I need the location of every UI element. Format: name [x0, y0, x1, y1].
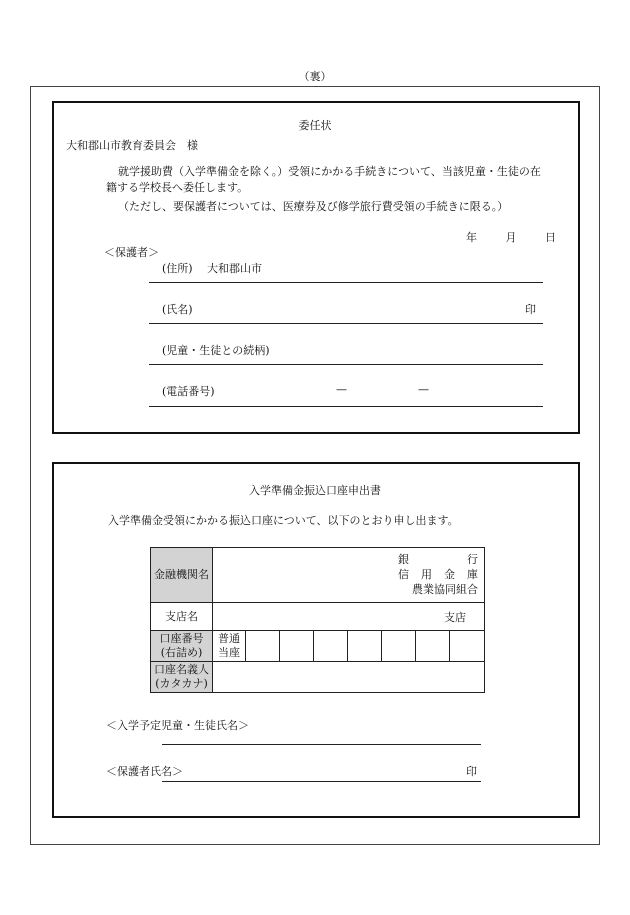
child-name-line[interactable] [162, 744, 481, 745]
bank-form-title: 入学準備金振込口座申出書 [249, 484, 381, 497]
institution-field[interactable] [213, 548, 485, 603]
date-month: 月 [505, 231, 517, 244]
account-number-label-1: 口座番号 [159, 632, 204, 645]
delegation-text-line2: 籍する学校長へ委任します。 [106, 181, 249, 194]
branch-field[interactable] [213, 603, 485, 631]
account-digit-3[interactable] [314, 631, 348, 662]
account-digit-6[interactable] [416, 631, 450, 662]
date-day: 日 [545, 231, 556, 244]
account-kind-ordinary: 普通 [218, 632, 240, 645]
account-number-label [151, 631, 213, 662]
account-kind-current: 当座 [218, 646, 240, 659]
institution-label: 金融機関名 [151, 548, 213, 603]
account-digit-7[interactable] [450, 631, 485, 662]
guardian-name-label: ＜保護者氏名＞ [106, 765, 183, 778]
guardian-name-line[interactable] [162, 781, 481, 782]
branch-suffix: 支店 [444, 610, 467, 624]
phone-label: (電話番号) [162, 385, 215, 398]
account-holder-field[interactable] [213, 662, 485, 693]
date-line[interactable] [466, 229, 556, 245]
seal-mark: 印 [525, 303, 536, 316]
phone-field-line[interactable] [149, 406, 543, 407]
name-field-line[interactable] [149, 323, 543, 324]
addressee: 大和郡山市教育委員会 様 [66, 139, 198, 152]
bank-form-intro: 入学準備金受領にかかる振込口座について、以下のとおり申し出ます。 [108, 514, 459, 527]
bank-type-credit-union: 信 用 金 庫 [398, 568, 479, 581]
child-name-label: ＜入学予定児童・生徒氏名＞ [106, 719, 249, 732]
address-field-line[interactable] [149, 282, 543, 283]
guardian-heading: ＜保護者＞ [104, 246, 159, 259]
address-label: (住所) [162, 262, 193, 275]
relation-label: (児童・生徒との続柄) [162, 344, 270, 357]
delegation-text [106, 164, 573, 196]
bank-type-agri-coop: 農業協同組合 [412, 583, 479, 596]
delegation-text-line1: 就学援助費（入学準備金を除く。）受領にかかる手続きについて、当該児童・生徒の在 [118, 165, 541, 178]
account-table [150, 547, 485, 693]
phone-dash-2: — [418, 383, 429, 396]
account-digit-2[interactable] [280, 631, 314, 662]
bank-type-bank: 銀 行 [398, 553, 479, 566]
account-kind[interactable] [213, 631, 246, 662]
phone-dash-1: — [336, 383, 347, 396]
page-header: （裏） [298, 70, 332, 83]
account-holder-label [151, 662, 213, 693]
branch-label: 支店名 [151, 603, 213, 631]
power-of-attorney-title: 委任状 [298, 119, 332, 132]
date-year: 年 [466, 231, 477, 244]
account-digit-1[interactable] [246, 631, 280, 662]
account-number-label-2: (右詰め) [160, 646, 203, 659]
name-label: (氏名) [162, 303, 193, 316]
account-holder-label-2: (カタカナ) [155, 677, 208, 690]
account-digit-5[interactable] [382, 631, 416, 662]
relation-field-line[interactable] [149, 364, 543, 365]
bank-type-list [398, 552, 478, 597]
address-value: 大和郡山市 [207, 262, 262, 275]
account-holder-label-1: 口座名義人 [154, 663, 209, 676]
account-digit-4[interactable] [348, 631, 382, 662]
bank-form-seal: 印 [466, 765, 477, 778]
delegation-note: （ただし、要保護者については、医療券及び修学旅行費受領の手続きに限る。） [118, 200, 509, 213]
